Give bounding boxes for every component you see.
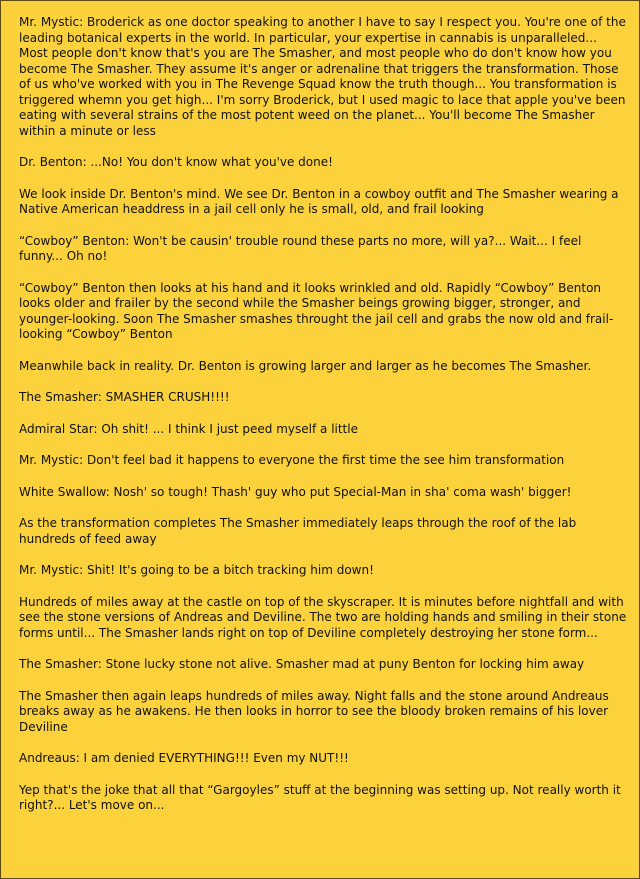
paragraph-mystic-tracking: Mr. Mystic: Shit! It's going to be a bitch tracking him down!: [19, 563, 374, 577]
paragraph-mystic-reassure: Mr. Mystic: Don't feel bad it happens to everyone the first time the see him transformation: [19, 453, 565, 467]
paragraph-smasher-stone: The Smasher: Stone lucky stone not alive. Smasher mad at puny Benton for locking him away: [19, 657, 585, 671]
paragraph-castle-scene: Hundreds of miles away at the castle on top of the skyscraper. It is minutes before nightfall and with see the stone versions of Andreas and Deviline. The two are holding hands and smiling in their stone forms until... The Smasher lands right on top of Deviline completely destroying her stone form...: [19, 594, 627, 640]
paragraph-reality: Meanwhile back in reality. Dr. Benton is growing larger and larger as he becomes The Smasher.: [19, 358, 592, 373]
paragraph-smasher-crush: The Smasher: SMASHER CRUSH!!!!: [19, 390, 230, 404]
paragraph-mind-scene: We look inside Dr. Benton's mind. We see Dr. Benton in a cowboy outfit and The Smasher wearing a Native American headdress in a jail cell only he is small, old, and frail looking: [19, 186, 619, 216]
paragraph-cowboy-aging: “Cowboy” Benton then looks at his hand and it looks wrinkled and old. Rapidly “Cowboy” Benton looks older and frailer by the second while the Smasher beings growing bigger, stronger, and younger-looking. Soon The Smasher smashes throught the jail cell and grabs the now old and frail-looking “Cowboy” Benton: [19, 280, 614, 341]
paragraph-leap: As the transformation completes The Smasher immediately leaps through the roof of the lab hundreds of feed away: [19, 516, 577, 546]
paragraph-benton-reply: Dr. Benton: ...No! You don't know what you've done!: [19, 155, 333, 169]
paragraph-nightfall: The Smasher then again leaps hundreds of miles away. Night falls and the stone around Andreaus breaks away as he awakens. He then looks in horror to see the bloody broken remains of his lover Deviline: [19, 688, 609, 734]
paragraph-mystic-speech: Mr. Mystic: Broderick as one doctor speaking to another I have to say I respect you. You're one of the leading botanical experts in the world. In particular, your expertise in cannabis is unparalleled... Most people don't know that's you are The Smasher, and most people who do don't know how you become The Smasher. They assume it's anger or adrenaline that triggers the transformation. Those of us who've worked with you in The Revenge Squad know the truth though... You transformation is triggered whemn you get high... I'm sorry Broderick, but I used magic to lace that apple you've been eating with several strains of the most potent weed on the planet... You'll become The Smasher within a minute or less: [19, 15, 626, 138]
paragraph-white-swallow: White Swallow: Nosh' so tough! Thash' guy who put Special-Man in sha' coma wash' bigger!: [19, 484, 572, 499]
paragraph-joke: Yep that's the joke that all that “Gargoyles” stuff at the beginning was setting up. Not really worth it right?... Let's move on...: [19, 782, 621, 812]
paragraph-andreaus: Andreaus: I am denied EVERYTHING!!! Even my NUT!!!: [19, 751, 349, 765]
paragraph-cowboy-line: “Cowboy” Benton: Won't be causin' trouble round these parts no more, will ya?... Wait... I feel funny... Oh no!: [19, 233, 582, 263]
paragraph-admiral-star: Admiral Star: Oh shit! ... I think I just peed myself a little: [19, 421, 358, 436]
